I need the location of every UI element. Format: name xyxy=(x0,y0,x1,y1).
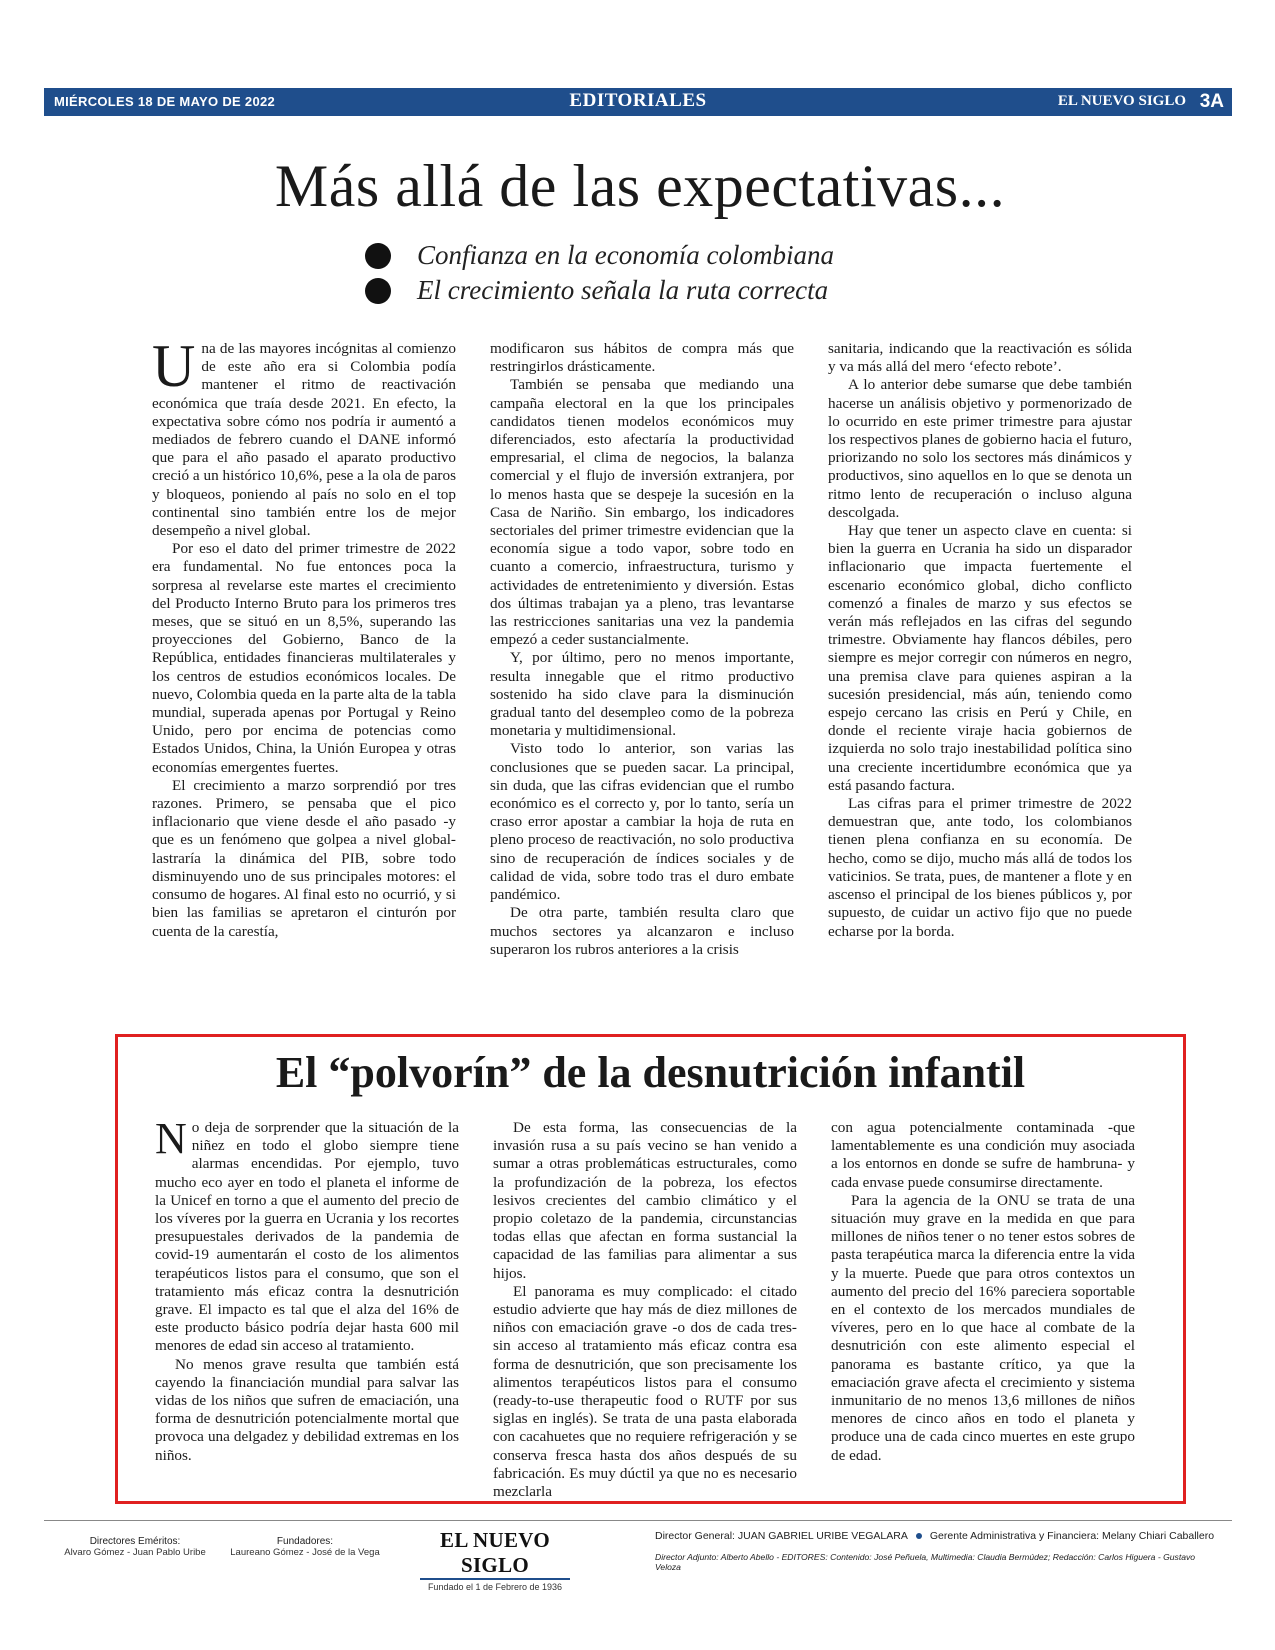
paragraph: Hay que tener un aspecto clave en cuenta: si bien la guerra en Ucrania ha sido un disparador inflacionario que impacta fuertemente el escenario económico global, dicho conflicto comenzó a finales de marzo y sus efectos se verán más reflejados en las cifras del segundo trimestre. Obviamente hay flancos débiles, pero siempre es mejor corregir con números en negro, una premisa clave para quienes aspiran a la sucesión presidencial, más aún, teniendo como espejo cercano las crisis en Perú y Chile, en donde el reciente viraje hacia gobiernos de izquierda no solo trajo inestabilidad política sino una creciente incertidumbre económica que ya está pasando factura. xyxy=(828,522,1132,794)
bullet-icon xyxy=(365,243,391,269)
masthead-brand: EL NUEVO SIGLO xyxy=(420,1528,570,1580)
director-general: Director General: JUAN GABRIEL URIBE VEGALARA xyxy=(655,1530,908,1542)
dropcap: U xyxy=(152,333,196,399)
masthead-logo xyxy=(420,1528,570,1592)
paragraph: con agua potencialmente contaminada -que lamentablemente es una condición muy asociada a los entornos en donde se sufre de hambruna- y cada envase puede consumirse directamente. xyxy=(831,1119,1135,1191)
editorial-1-subheads xyxy=(365,238,1065,308)
paragraph: Por eso el dato del primer trimestre de 2022 era fundamental. No fue entonces poca la sorpresa al revelarse este martes el crecimiento del Producto Interno Bruto para los primeros tres meses, que se situó en un 8,5%, superando las proyecciones del Gobierno, Banco de la República, entidades financieras multilaterales y los centros de estudios económicos locales. De nuevo, Colombia queda en la parte alta de la tabla mundial, superada apenas por Portugal y Reino Unido, pero por encima de potencias como Estados Unidos, China, la Unión Europea y otras economías emergentes fuertes. xyxy=(152,540,456,776)
page-number: 3A xyxy=(1199,91,1224,112)
paragraph: De otra parte, también resulta claro que muchos sectores ya alcanzaron e incluso superaron los rubros anteriores a la crisis xyxy=(490,904,794,958)
paragraph: El crecimiento a marzo sorprendió por tres razones. Primero, se pensaba que el pico inflacionario que viene desde el año pasado -y que es un fenómeno que golpea a nivel global- lastraría la dinámica del PIB, sobre todo disminuyendo uno de sus principales motores: el consumo de hogares. Al final esto no ocurrió, y si bien las familias se apretaron el cinturón por cuenta de la carestía, xyxy=(152,776,456,940)
managing-director: Gerente Administrativa y Financiera: Melany Chiari Caballero xyxy=(929,1530,1215,1542)
editorial-2-box xyxy=(115,1034,1186,1504)
paragraph: No menos grave resulta que también está cayendo la financiación mundial para salvar las vidas de los niños que sufren de emaciación, una forma de desnutrición potencialmente mortal que provoca una delgadez y debilidad extremas en los niños. xyxy=(155,1355,459,1464)
editorial-1-column-3 xyxy=(828,340,1132,959)
dropcap: N xyxy=(155,1114,187,1163)
paragraph: Para la agencia de la ONU se trata de una situación muy grave en la medida en que para millones de niños tener o no tener estos sobres de pasta terapéutica marca la diferencia entre la vida y la muerte. Puede que para otros contextos un aumento del precio del 16% pareciera soportable en el contexto de los mercados mundiales de víveres, pero en lo que hace al combate de la desnutrición con este alimento especial el panorama es bastante crítico, ya que la emaciación grave afecta el crecimiento y sistema inmunitario de no menos 13,6 millones de niños menores de cinco años en todo el planeta y produce una de cada cinco muertes en este grupo de edad. xyxy=(831,1191,1135,1464)
subhead-2-text: El crecimiento señala la ruta correcta xyxy=(417,275,829,305)
paragraph: También se pensaba que mediando una campaña electoral en la que los principales candidatos tienen modelos económicos muy diferenciados, esto afectaría la productividad empresarial, el clima de negocios, la balanza comercial y el flujo de inversión extranjera, por lo menos hasta que se despeje la sucesión en la Casa de Nariño. Sin embargo, los indicadores sectoriales del primer trimestre evidencian que la economía sigue a todo vapor, sobre todo en cuanto a comercio, infraestructura, turismo y actividades de entretenimiento y diversión. Estas dos últimas trabajan ya a pleno, tras levantarse las restricciones sanitarias una vez la pandemia empezó a ceder sustancialmente. xyxy=(490,376,794,649)
edition-date: MIÉRCOLES 18 DE MAYO DE 2022 xyxy=(54,94,276,109)
bullet-icon xyxy=(365,278,391,304)
newspaper-brand: EL NUEVO SIGLO xyxy=(1057,93,1186,109)
editorial-1-body xyxy=(152,333,1132,959)
paragraph: modificaron sus hábitos de compra más que restringirlos drásticamente. xyxy=(490,340,794,376)
editorial-2-column-2 xyxy=(493,1119,797,1501)
editorial-1-column-2 xyxy=(490,340,794,959)
paragraph: Visto todo lo anterior, son varias las conclusiones que se pueden sacar. La principal, sin duda, que las cifras evidencian que el rumbo económico es el correcto y, por lo tanto, sería un craso error apostar a cambiar la hoja de ruta en pleno proceso de reactivación, no solo productiva sino de recuperación de índices sociales y de calidad de vida, sobre todo tras el duro embate pandémico. xyxy=(490,740,794,904)
subhead-1-text: Confianza en la economía colombiana xyxy=(417,240,834,270)
editorial-2-body xyxy=(155,1114,1135,1501)
paragraph: A lo anterior debe sumarse que debe también hacerse un análisis objetivo y pormenorizado de lo ocurrido en este primer trimestre para ajustar los respectivos planes de gobierno hacia el futuro, priorizando no solo los sectores más dinámicos y productivos, sino aquellos en lo que se denota un ritmo lento de recuperación o incluso alguna descolgada. xyxy=(828,376,1132,521)
founders: Fundadores: Laureano Gómez - José de la Vega xyxy=(230,1536,380,1558)
paragraph: De esta forma, las consecuencias de la invasión rusa a su país vecino se han venido a sumar a otras problemáticas estructurales, como la profundización de la pobreza, los efectos lesivos crecientes del cambio climático y el propio coletazo de la pandemia, circunstancias todas ellas que afectan en forma sustancial la capacidad de las familias para alimentar a sus hijos. xyxy=(493,1119,797,1282)
bullet-icon xyxy=(916,1533,922,1539)
paragraph: Y, por último, pero no menos importante, resulta innegable que el ritmo productivo sostenido ha sido clave para la disminución gradual tanto del desempleo como de la pobreza monetaria y multidimensional. xyxy=(490,649,794,740)
paragraph: Una de las mayores incógnitas al comienzo de este año era si Colombia podía mantener el ritmo de reactivación económica que traía desde 2021. En efecto, la expectativa sobre cómo nos podría ir aumentó a mediados de febrero cuando el DANE informó que para el año pasado el aparato productivo creció a un histórico 10,6%, pese a la ola de paros y bloqueos, poniendo al país no solo en el top continental sino también entre los de mejor desempeño a nivel global. xyxy=(152,333,456,540)
footer-divider xyxy=(44,1520,1232,1521)
editorial-2-title: El “polvorín” de la desnutrición infantil xyxy=(275,1048,1026,1097)
masthead-staff xyxy=(655,1530,1215,1572)
editorial-1-title: Más allá de las expectativas... xyxy=(274,153,1006,219)
paragraph: No deja de sorprender que la situación de la niñez en todo el globo siempre tiene alarmas encendidas. Por ejemplo, tuvo mucho eco ayer en todo el planeta el informe de la Unicef en torno a que el aumento del precio de los víveres por la guerra en Ucrania y los recortes presupuestales derivados de la pandemia de covid-19 aumentarán el costo de los alimentos terapéuticos listos para el consumo, que son el tratamiento más eficaz contra la desnutrición grave. El impacto es tal que el alza del 16% de este producto básico podría dejar hasta 600 mil menores de edad sin acceso al tratamiento. xyxy=(155,1114,459,1355)
subhead-2 xyxy=(365,273,1065,308)
paragraph: sanitaria, indicando que la reactivación es sólida y va más allá del mero ‘efecto rebote’. xyxy=(828,340,1132,376)
editorial-staff: Director Adjunto: Alberto Abello - EDITORES: Contenido: José Peñuela, Multimedia: Claudia Bermúdez; Redacción: Carlos Higuera - Gustavo Veloza xyxy=(655,1552,1196,1572)
paragraph: Las cifras para el primer trimestre de 2022 demuestran que, ante todo, los colombianos tienen plena confianza en su economía. De hecho, como se dijo, mucho más allá de todos los vaticinios. Se trata, pues, de mantener a flote y en ascenso el principal de los bienes públicos y, por supuesto, de cuidar un activo fijo que no puede echarse por la borda. xyxy=(828,795,1132,940)
section-name: EDITORIALES xyxy=(569,90,707,111)
founding-date: Fundado el 1 de Febrero de 1936 xyxy=(427,1582,563,1592)
header-bar xyxy=(44,88,1232,116)
subhead-1 xyxy=(365,238,1065,273)
masthead-row-1 xyxy=(655,1530,1215,1542)
editorial-2-column-3 xyxy=(831,1119,1135,1501)
editorial-1-column-1 xyxy=(152,333,456,959)
emeritus-directors: Directores Eméritos: Alvaro Gómez - Juan Pablo Uribe xyxy=(64,1536,206,1558)
paragraph: El panorama es muy complicado: el citado estudio advierte que hay más de diez millones de niños con emaciación grave -o dos de cada tres- sin acceso al tratamiento más eficaz contra esa forma de desnutrición, que son precisamente los alimentos terapéuticos listos para el consumo (ready-to-use therapeutic food o RUTF por sus siglas en inglés). Se trata de una pasta elaborada con cacahuetes que no requiere refrigeración y se conserva fresca hasta dos años después de su fabricación. Es muy dúctil ya que no es necesario mezclarla xyxy=(493,1282,797,1501)
editorial-2-column-1 xyxy=(155,1114,459,1501)
